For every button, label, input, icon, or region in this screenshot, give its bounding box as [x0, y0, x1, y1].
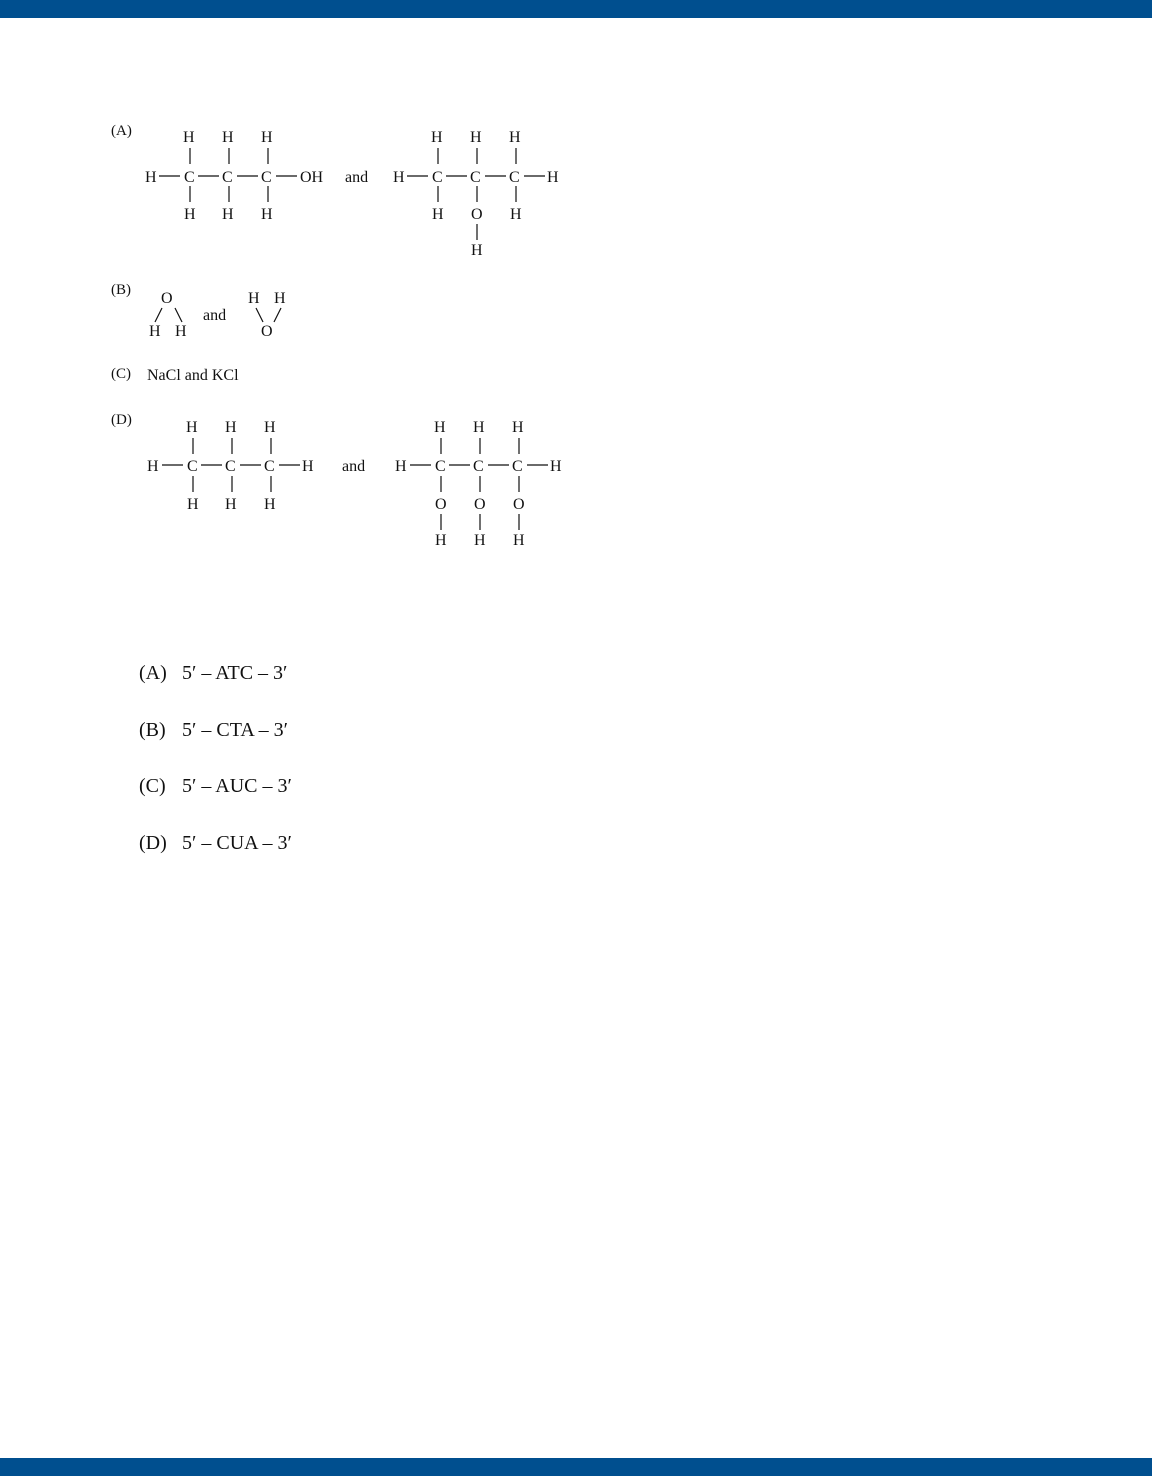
option-a-molecule-1: [145, 129, 324, 223]
svg-text:H: H: [510, 206, 522, 223]
q2-option-c-text: 5′ – AUC – 3′: [182, 775, 292, 797]
svg-text:H: H: [435, 532, 447, 549]
svg-text:O: O: [435, 496, 447, 513]
svg-text:H: H: [470, 129, 482, 146]
svg-text:H: H: [471, 242, 483, 259]
svg-text:H: H: [302, 458, 314, 475]
q1-option-a-label: (A): [111, 123, 132, 139]
q1-option-c-label: (C): [111, 366, 131, 382]
q1-option-b-label: (B): [111, 282, 131, 298]
svg-text:H: H: [434, 419, 446, 436]
svg-text:C: C: [512, 458, 523, 475]
svg-text:C: C: [432, 169, 443, 186]
option-b-molecule-2: [248, 290, 286, 340]
svg-text:H: H: [261, 129, 273, 146]
q2-option-c-label: (C): [139, 775, 166, 797]
q2-option-d: [139, 832, 292, 855]
svg-text:H: H: [474, 532, 486, 549]
svg-text:H: H: [145, 169, 157, 186]
svg-text:C: C: [435, 458, 446, 475]
option-a-and: and: [345, 169, 369, 186]
q1-option-d-label: (D): [111, 412, 132, 428]
option-b-and: and: [203, 307, 227, 324]
svg-text:C: C: [261, 169, 272, 186]
svg-text:H: H: [225, 496, 237, 513]
q2-option-b-text: 5′ – CTA – 3′: [182, 719, 289, 741]
svg-text:H: H: [222, 129, 234, 146]
svg-text:H: H: [222, 206, 234, 223]
svg-text:O: O: [471, 206, 483, 223]
svg-text:C: C: [509, 169, 520, 186]
svg-text:O: O: [474, 496, 486, 513]
svg-text:C: C: [473, 458, 484, 475]
svg-text:H: H: [432, 206, 444, 223]
svg-text:H: H: [225, 419, 237, 436]
q2-option-d-label: (D): [139, 832, 167, 854]
svg-text:H: H: [264, 419, 276, 436]
q1-option-c-text: NaCl and KCl: [147, 367, 239, 384]
svg-text:H: H: [183, 129, 195, 146]
svg-text:H: H: [395, 458, 407, 475]
svg-text:H: H: [261, 206, 273, 223]
svg-text:H: H: [264, 496, 276, 513]
svg-text:C: C: [222, 169, 233, 186]
structural-formulas: [0, 0, 1152, 600]
svg-text:H: H: [550, 458, 562, 475]
q2-option-a-text: 5′ – ATC – 3′: [182, 662, 288, 684]
svg-text:C: C: [225, 458, 236, 475]
svg-text:H: H: [513, 532, 525, 549]
svg-text:C: C: [470, 169, 481, 186]
svg-text:H: H: [473, 419, 485, 436]
svg-text:H: H: [184, 206, 196, 223]
svg-text:O: O: [261, 323, 273, 340]
svg-text:C: C: [187, 458, 198, 475]
svg-text:C: C: [184, 169, 195, 186]
q2-option-a-label: (A): [139, 662, 167, 684]
q2-option-b: [139, 719, 288, 742]
svg-text:H: H: [274, 290, 286, 307]
svg-text:H: H: [147, 458, 159, 475]
svg-text:H: H: [149, 323, 161, 340]
option-d-molecule-1: [147, 419, 314, 513]
q2-option-c: [139, 775, 292, 798]
svg-text:H: H: [186, 419, 198, 436]
option-d-and: and: [342, 458, 366, 475]
svg-text:H: H: [512, 419, 524, 436]
option-d-molecule-2: [395, 419, 562, 549]
bottom-footer-band: [0, 1458, 1152, 1476]
option-b-molecule-1: [149, 290, 187, 340]
q2-option-b-label: (B): [139, 719, 166, 741]
svg-text:H: H: [248, 290, 260, 307]
option-a-molecule-2: [393, 129, 559, 259]
svg-text:H: H: [175, 323, 187, 340]
svg-text:C: C: [264, 458, 275, 475]
svg-text:H: H: [187, 496, 199, 513]
svg-text:OH: OH: [300, 169, 324, 186]
svg-text:O: O: [513, 496, 525, 513]
svg-text:H: H: [509, 129, 521, 146]
svg-text:O: O: [161, 290, 173, 307]
svg-text:H: H: [547, 169, 559, 186]
svg-text:H: H: [393, 169, 405, 186]
q2-option-d-text: 5′ – CUA – 3′: [182, 832, 292, 854]
q2-option-a: [139, 662, 287, 685]
svg-text:H: H: [431, 129, 443, 146]
